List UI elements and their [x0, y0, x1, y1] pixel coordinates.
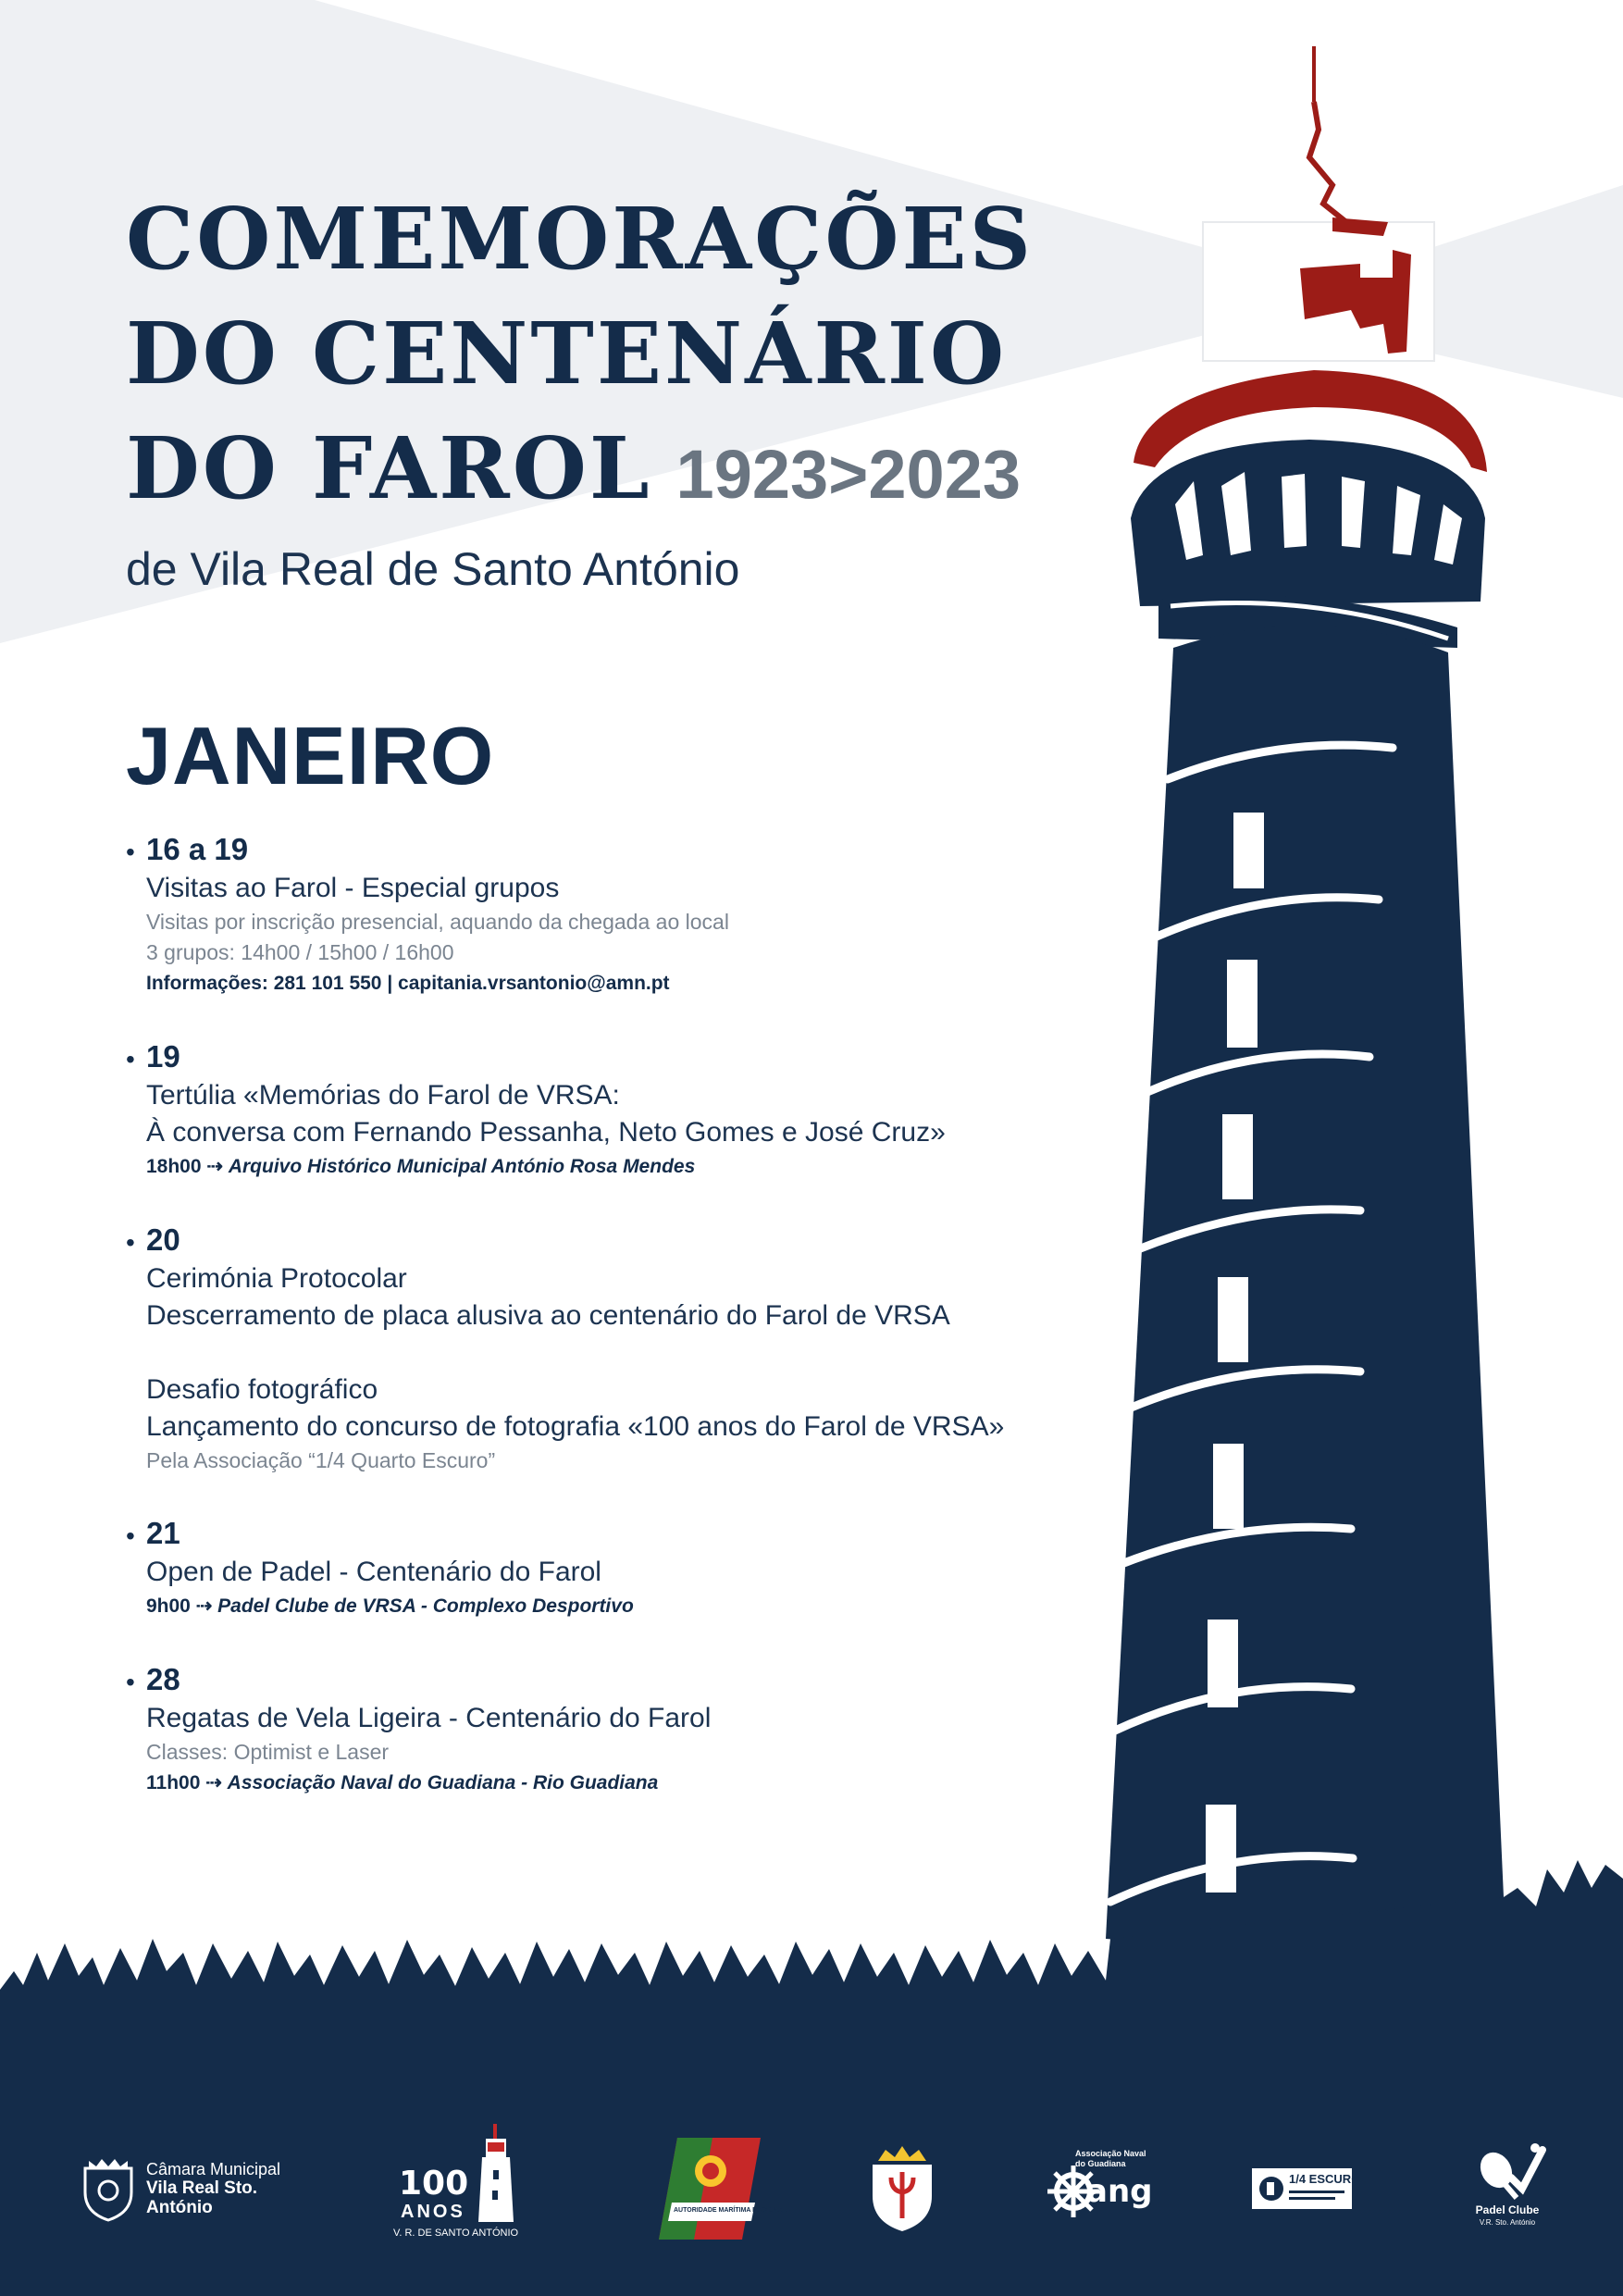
event-time-place	[146, 1151, 1051, 1183]
title-line-3-text: DO FAROL	[126, 418, 652, 518]
camara-municipal-logo	[80, 2082, 302, 2295]
bullet: •	[126, 1045, 135, 1074]
crest-logo	[861, 2082, 944, 2295]
centenario-logo	[389, 2082, 527, 2295]
quarto-escuro-name: 1/4 ESCURO	[1289, 2172, 1361, 2186]
event-time: 9h00 ⇢	[146, 1595, 213, 1617]
maritime-authority-flag-icon	[659, 2138, 787, 2240]
padel-line-2: V.R. Sto. António	[1479, 2218, 1536, 2227]
autoridade-text: AUTORIDADE MARÍTIMA NACIONAL	[674, 2207, 787, 2214]
event-date: 16 a 19	[146, 832, 249, 866]
event-item	[126, 829, 1051, 999]
title-line-1: COMEMORAÇÕES	[126, 189, 1035, 289]
event-place: Padel Clube de VRSA - Complexo Desportivo	[217, 1595, 634, 1617]
event-item	[126, 1659, 1051, 1799]
event-date: 28	[146, 1662, 180, 1696]
municipal-crest-icon	[80, 2155, 137, 2222]
light-beam-right	[1425, 185, 1623, 398]
event-place: Arquivo Histórico Municipal António Rosa Mendes	[228, 1156, 696, 1177]
subtitle: de Vila Real de Santo António	[126, 543, 740, 595]
naval-line-2: do Guadiana	[1075, 2159, 1126, 2168]
event-date: 20	[146, 1222, 180, 1257]
quarto-escuro-logo	[1251, 2082, 1361, 2295]
camara-line-2: Vila Real Sto. António	[146, 2178, 258, 2217]
event-note: Pela Associação “1/4 Quarto Escuro”	[146, 1448, 496, 1472]
event-date: 19	[146, 1039, 180, 1074]
event-title: À conversa com Fernando Pessanha, Neto Gomes e José Cruz»	[146, 1117, 946, 1148]
event-title: Tertúlia «Memórias do Farol de VRSA:	[146, 1080, 620, 1111]
event-date: 21	[146, 1516, 180, 1550]
title-line-3	[126, 418, 1022, 518]
event-title: Lançamento do concurso de fotografia «100 anos do Farol de VRSA»	[146, 1411, 1005, 1442]
event-note: Visitas por inscrição presencial, aquando da chegada ao local	[146, 910, 729, 934]
camara-line-1: Câmara Municipal	[146, 2160, 281, 2178]
years-range: 1923>2023	[675, 436, 1022, 513]
title-line-2: DO CENTENÁRIO	[126, 304, 1008, 403]
bullet: •	[126, 1668, 135, 1696]
associacao-naval-logo	[1041, 2082, 1161, 2295]
event-place: Associação Naval do Guadiana - Rio Guadiana	[227, 1772, 659, 1793]
event-title: Cerimónia Protocolar	[146, 1263, 407, 1294]
event-time: 18h00 ⇢	[146, 1156, 223, 1177]
event-title: Descerramento de placa alusiva ao centenário do Farol de VRSA	[146, 1300, 950, 1331]
event-title: Open de Padel - Centenário do Farol	[146, 1557, 601, 1587]
bullet: •	[126, 838, 135, 866]
event-time-place	[146, 1768, 1051, 1799]
event-time: 11h00 ⇢	[146, 1772, 222, 1793]
event-note: Classes: Optimist e Laser	[146, 1740, 390, 1764]
centenario-number: 100	[399, 2165, 469, 2203]
autoridade-maritima-logo	[659, 2082, 787, 2295]
padel-clube-logo	[1456, 2082, 1558, 2295]
bullet: •	[126, 1521, 135, 1550]
event-item	[126, 1036, 1051, 1183]
padel-line-1: Padel Clube	[1475, 2203, 1540, 2216]
naval-abbr: ang	[1086, 2173, 1153, 2210]
naval-line-1: Associação Naval	[1075, 2149, 1146, 2158]
centenario-word: ANOS	[401, 2202, 465, 2222]
event-contact-info: Informações: 281 101 550 | capitania.vrsantonio@amn.pt	[146, 973, 670, 994]
event-item	[126, 1220, 1051, 1476]
crown-shield-icon	[867, 2144, 937, 2233]
event-title: Desafio fotográfico	[146, 1374, 378, 1405]
month-heading: JANEIRO	[126, 710, 495, 801]
event-note: 3 grupos: 14h00 / 15h00 / 16h00	[146, 940, 454, 964]
centenario-place: V. R. DE SANTO ANTÓNIO	[393, 2228, 519, 2239]
event-item	[126, 1513, 1051, 1622]
bullet: •	[126, 1228, 135, 1257]
event-title: Visitas ao Farol - Especial grupos	[146, 873, 560, 903]
event-time-place	[146, 1591, 1051, 1622]
lighthouse-icon	[473, 2124, 519, 2226]
events-list	[126, 829, 1051, 1799]
event-title: Regatas de Vela Ligeira - Centenário do Farol	[146, 1703, 712, 1733]
camera-shutter-icon	[1258, 2175, 1285, 2203]
partner-logos	[0, 2082, 1623, 2295]
padel-racket-icon	[1468, 2142, 1546, 2202]
